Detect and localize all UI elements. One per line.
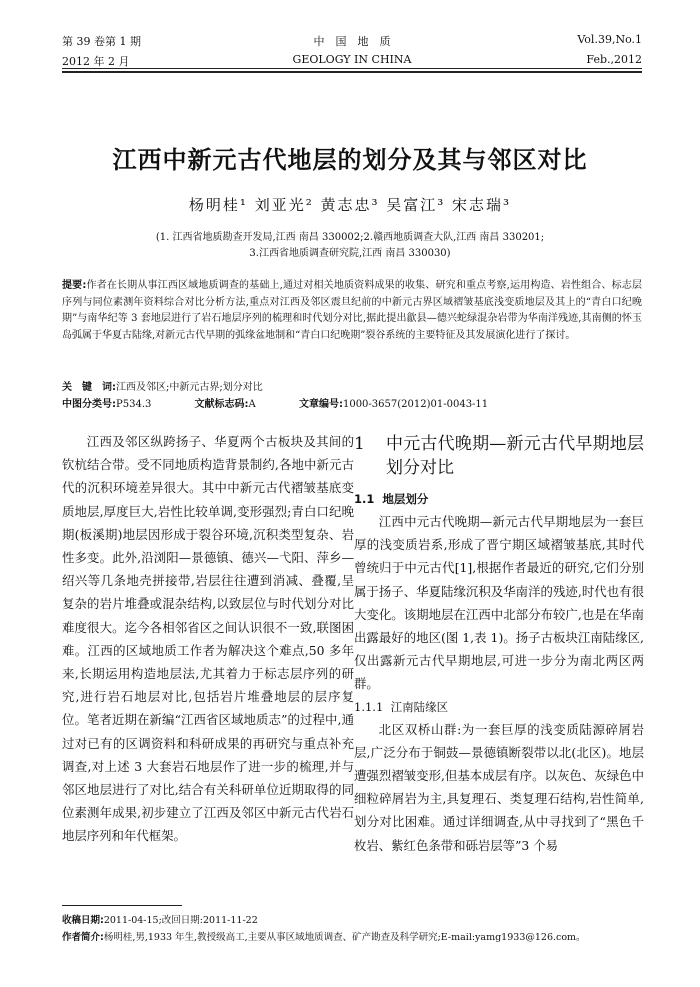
keywords-label: 关 键 词:: [62, 382, 116, 393]
received-label: 收稿日期:: [62, 915, 104, 926]
abstract: [62, 278, 642, 344]
author-bio-label: 作者简介:: [62, 932, 104, 943]
author-bio: 杨明桂,男,1933 年生,教授级高工,主要从事区域地质调查、矿产勘查及科学研究;E-mail:yamg1933@126.com。: [103, 932, 586, 943]
section-1-1-1-number: 1.1.1: [354, 699, 384, 714]
section-1-1-title: 地层划分: [382, 492, 429, 506]
section-1-heading: [354, 432, 644, 480]
section-1-title: 中元古代晚期—新元古代早期地层划分对比: [386, 434, 644, 478]
affiliation-line-2: 3.江西省地质调查研究院,江西 南昌 330030): [249, 248, 451, 259]
keywords: [62, 378, 642, 393]
section-1-number: 1: [354, 434, 365, 454]
journal-en: GEOLOGY IN CHINA: [292, 53, 412, 66]
footnote-received: [62, 912, 642, 926]
footnote-rule: [62, 905, 182, 906]
footnote-author: [62, 929, 642, 943]
abstract-label: 提要:: [62, 280, 87, 291]
section-1-1-heading: [354, 488, 644, 510]
intro-paragraph: 江西及邻区纵跨扬子、华夏两个古板块及其间的钦杭结合带。受不同地质构造背景制约,各地中新元古代的沉积环境差异很大。其中中新元古代褶皱基底变质地层,厚度巨大,岩性比较单调,变形强烈;青白口纪晚期(板溪期)地层因形成于裂谷环境,沉积类型复杂、岩性多变。此外,沿浏阳—景德镇、德兴—弋阳、萍乡—绍兴等几条地壳拼接带,岩层往往遭到消减、叠覆,呈复杂的岩片堆叠或混杂结构,以致层位与时代划分对比难度很大。迄今各相邻省区之间认识很不一致,联图困难。江西的区域地质工作者为解决这个难点,50 多年来,长期运用构造地层法,尤其着力于标志层序列的研究,进行岩石地层对比,包括岩片堆叠地层的层序复位。笔者近期在新编“江西省区域地质志”的过程中,通过对已有的区调资料和科研成果的再研究与重点补充调查,对上述 3 大套岩石地层作了进一步的梳理,并与邻区地层进行了对比,结合有关科研单位近期取得的同位素测年成果,初步建立了江西及邻区中新元古代岩石地层序列和年代框架。: [62, 434, 354, 844]
header-rule-thin: [62, 68, 642, 69]
keywords-text: 江西及邻区;中新元古界;划分对比: [116, 382, 263, 393]
section-1-1-number: 1.1: [354, 492, 375, 506]
journal-cn: 中 国 地 质: [313, 35, 391, 48]
affiliation-line-1: (1. 江西省地质勘查开发局,江西 南昌 330002;2.赣西地质调查大队,江西 南昌 330201;: [155, 232, 545, 243]
clc-label: 中图分类号:: [62, 399, 116, 410]
author-list: 杨明桂¹ 刘亚光² 黄志忠³ 吴富江³ 宋志瑞³: [188, 196, 512, 214]
date-en: Feb.,2012: [586, 53, 642, 66]
section-1-1-1-heading: [354, 696, 644, 718]
right-column: [354, 430, 644, 857]
doc-code-value: A: [248, 399, 256, 410]
section-1-1-paragraph: 江西中元古代晚期—新元古代早期地层为一套巨厚的浅变质岩系,形成了晋宁期区域褶皱基底,其时代曾统归于中元古代[1],根据作者最近的研究,它们分别属于扬子、华夏陆缘沉积及华南洋的残迹,时代也有很大变化。该期地层在江西中北部分布较广,也是在华南出露最好的地区(图 1,表 1)。扬子古板块江南陆缘区,仅出露新元古代早期地层,可进一步分为南北两区两群。: [354, 514, 644, 692]
left-column: [62, 430, 354, 848]
doc-code-label: 文献标志码:: [194, 399, 249, 410]
article-id-label: 文章编号:: [298, 399, 343, 410]
article-id-value: 1000-3657(2012)01-0043-11: [342, 399, 489, 410]
classification-line: [62, 395, 642, 410]
header-rule-thick: [62, 71, 642, 73]
section-1-1-1-title: 江南陆缘区: [390, 699, 449, 714]
volume-cn: 第 39 卷第 1 期: [62, 35, 141, 48]
section-1-1-1-paragraph: 北区双桥山群:为一套巨厚的浅变质陆源碎屑岩层,广泛分布于铜鼓—景德镇断裂带以北(北区)。地层遭强烈褶皱变形,但基本成层有序。以灰色、灰绿色中细粒碎屑岩为主,具复理石、类复理石结构,岩性简单,划分对比困难。通过详细调查,从中寻找到了“黑色千枚岩、紫红色条带和砾岩层等”3 个易: [354, 721, 644, 853]
received-dates: 2011-04-15;改回日期:2011-11-22: [103, 915, 258, 926]
volume-en: Vol.39,No.1: [577, 33, 642, 46]
paper-title: 江西中新元古代地层的划分及其与邻区对比: [112, 146, 588, 174]
date-cn: 2012 年 2 月: [62, 55, 130, 68]
clc-value: P534.3: [116, 399, 152, 410]
abstract-text: 作者在长期从事江西区域地质调查的基础上,通过对相关地质资料成果的收集、研究和重点考察,运用构造、岩性组合、标志层序列与同位素测年资料综合对比分析方法,重点对江西及邻区震旦纪前的中新元古界区域褶皱基底浅变质地层及其上的“青白口纪晚期”与南华纪等 3 套地层进行了岩石地层序列的梳理和时代划分对比,据此提出歙县—德兴蛇绿混杂岩带为华南洋残迹,其南侧的怀玉岛弧属于华夏古陆缘,对新元古代早期的弧缘盆地制和“青白口纪晚期”裂谷系统的主要特征及其发展演化进行了探讨。: [62, 280, 643, 341]
